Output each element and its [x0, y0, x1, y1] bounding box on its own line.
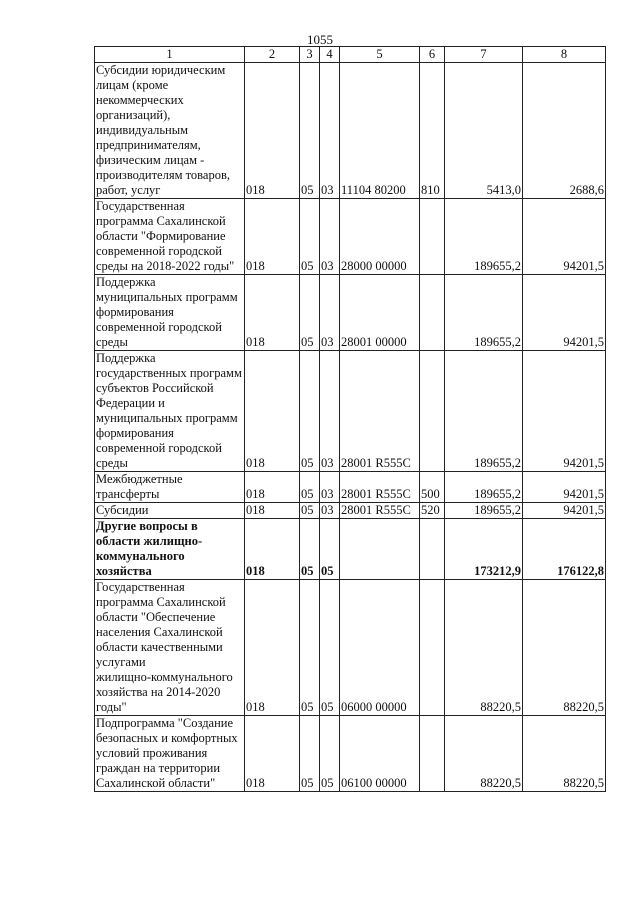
- table-row: [95, 63, 606, 199]
- row-value-cell: 05: [300, 472, 320, 503]
- row-value-cell: 018: [245, 580, 300, 716]
- column-header: 4: [320, 47, 340, 63]
- row-value-cell: 189655,2: [445, 275, 523, 351]
- table-row: [95, 503, 606, 519]
- table-row: [95, 351, 606, 472]
- row-value-cell: 03: [320, 275, 340, 351]
- row-value-cell: 173212,9: [445, 519, 523, 580]
- table-row: [95, 716, 606, 792]
- row-value-cell: 018: [245, 63, 300, 199]
- row-value-cell: 018: [245, 199, 300, 275]
- row-value-cell: 28001 R555C: [340, 351, 420, 472]
- row-value-cell: 94201,5: [523, 199, 606, 275]
- table-row: [95, 275, 606, 351]
- row-name-cell: Подпрограмма "Создание безопасных и комфортных условий проживания граждан на территории Сахалинской области": [95, 716, 245, 792]
- row-value-cell: 05: [300, 199, 320, 275]
- row-value-cell: 05: [300, 716, 320, 792]
- row-value-cell: 94201,5: [523, 351, 606, 472]
- row-value-cell: 05: [320, 716, 340, 792]
- row-value-cell: 05: [320, 580, 340, 716]
- table-row: [95, 472, 606, 503]
- row-value-cell: 018: [245, 716, 300, 792]
- table-row: [95, 519, 606, 580]
- column-header: 8: [523, 47, 606, 63]
- row-value-cell: 018: [245, 519, 300, 580]
- row-value-cell: [420, 351, 445, 472]
- row-value-cell: 03: [320, 472, 340, 503]
- column-header: 5: [340, 47, 420, 63]
- row-value-cell: 28001 00000: [340, 275, 420, 351]
- row-value-cell: 94201,5: [523, 503, 606, 519]
- row-name-cell: Поддержка государственных программ субъектов Российской Федерации и муниципальных программ формирования современной городской среды: [95, 351, 245, 472]
- row-value-cell: 810: [420, 63, 445, 199]
- row-value-cell: 018: [245, 503, 300, 519]
- row-value-cell: 88220,5: [445, 716, 523, 792]
- row-value-cell: 189655,2: [445, 503, 523, 519]
- row-value-cell: 28001 R555C: [340, 472, 420, 503]
- row-value-cell: 05: [300, 519, 320, 580]
- row-value-cell: 06000 00000: [340, 580, 420, 716]
- row-value-cell: 176122,8: [523, 519, 606, 580]
- row-value-cell: 03: [320, 351, 340, 472]
- row-value-cell: [420, 580, 445, 716]
- row-value-cell: 94201,5: [523, 275, 606, 351]
- row-value-cell: 520: [420, 503, 445, 519]
- row-value-cell: [420, 519, 445, 580]
- table-row: [95, 199, 606, 275]
- row-name-cell: Межбюджетные трансферты: [95, 472, 245, 503]
- row-value-cell: 189655,2: [445, 351, 523, 472]
- row-value-cell: 189655,2: [445, 472, 523, 503]
- row-value-cell: [420, 199, 445, 275]
- row-value-cell: 500: [420, 472, 445, 503]
- row-value-cell: 05: [300, 580, 320, 716]
- row-name-cell: Государственная программа Сахалинской области "Формирование современной городской среды на 2018-2022 годы": [95, 199, 245, 275]
- column-header: 1: [95, 47, 245, 63]
- row-value-cell: [340, 519, 420, 580]
- row-value-cell: 018: [245, 275, 300, 351]
- row-value-cell: 5413,0: [445, 63, 523, 199]
- row-name-cell: Государственная программа Сахалинской области "Обеспечение населения Сахалинской области качественными услугами жилищно-коммунального хозяйства на 2014-2020 годы": [95, 580, 245, 716]
- column-header: 3: [300, 47, 320, 63]
- row-name-cell: Поддержка муниципальных программ формирования современной городской среды: [95, 275, 245, 351]
- row-value-cell: 88220,5: [445, 580, 523, 716]
- row-value-cell: 03: [320, 199, 340, 275]
- row-value-cell: 018: [245, 351, 300, 472]
- row-value-cell: 05: [300, 63, 320, 199]
- row-value-cell: 11104 80200: [340, 63, 420, 199]
- row-value-cell: [420, 716, 445, 792]
- row-value-cell: 05: [300, 503, 320, 519]
- row-value-cell: 05: [320, 519, 340, 580]
- column-header: 6: [420, 47, 445, 63]
- row-value-cell: 94201,5: [523, 472, 606, 503]
- budget-table: [94, 46, 606, 792]
- row-value-cell: 06100 00000: [340, 716, 420, 792]
- column-header: 2: [245, 47, 300, 63]
- row-value-cell: 28000 00000: [340, 199, 420, 275]
- row-value-cell: 05: [300, 275, 320, 351]
- table-row: [95, 580, 606, 716]
- row-value-cell: 05: [300, 351, 320, 472]
- row-value-cell: 88220,5: [523, 580, 606, 716]
- row-name-cell: Субсидии юридическим лицам (кроме некоммерческих организаций), индивидуальным предпринимателям, физическим лицам - производителям товаров, работ, услуг: [95, 63, 245, 199]
- page-number: 1055: [307, 32, 333, 47]
- row-value-cell: 28001 R555C: [340, 503, 420, 519]
- header-row: [95, 47, 606, 63]
- column-header: 7: [445, 47, 523, 63]
- row-value-cell: 03: [320, 63, 340, 199]
- row-value-cell: 03: [320, 503, 340, 519]
- row-value-cell: 018: [245, 472, 300, 503]
- row-value-cell: 189655,2: [445, 199, 523, 275]
- row-value-cell: 88220,5: [523, 716, 606, 792]
- row-value-cell: 2688,6: [523, 63, 606, 199]
- row-name-cell: Другие вопросы в области жилищно- коммунального хозяйства: [95, 519, 245, 580]
- row-name-cell: Субсидии: [95, 503, 245, 519]
- row-value-cell: [420, 275, 445, 351]
